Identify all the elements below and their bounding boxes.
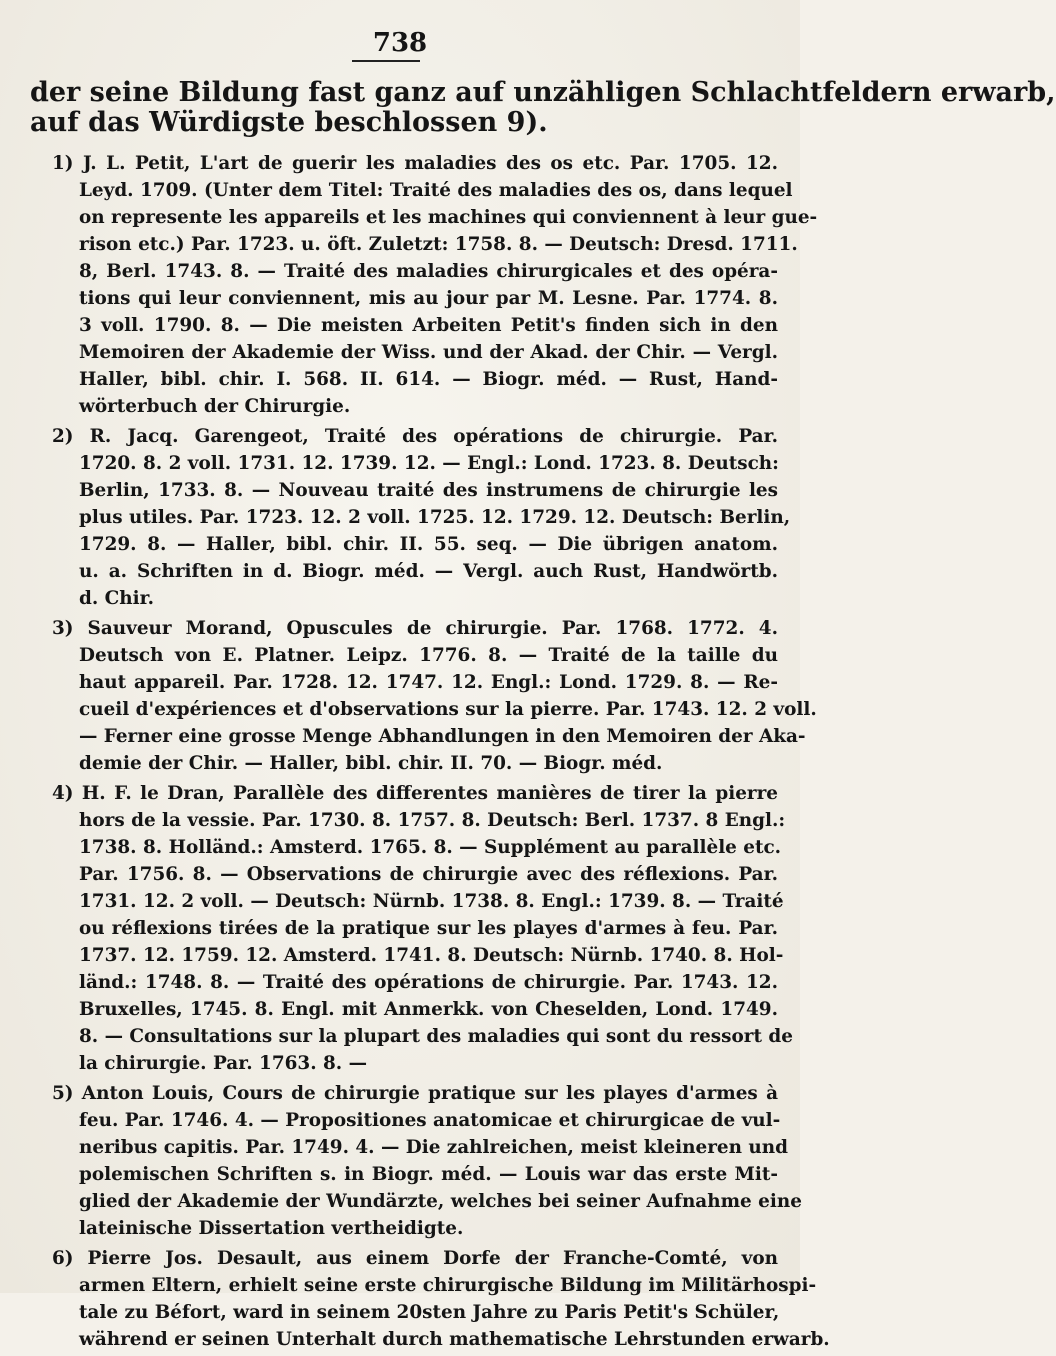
footnote-line: 3 voll. 1790. 8. — Die meisten Arbeiten Petit's finden sich in den	[79, 315, 778, 336]
footnote-line: lateinische Dissertation vertheidigte.	[79, 1218, 464, 1239]
footnote-line: Memoiren der Akademie der Wiss. und der Akad. der Chir. — Vergl.	[79, 342, 778, 363]
footnote-4	[30, 780, 793, 1077]
footnote-line: 3) Sauveur Morand, Opuscules de chirurgie. Par. 1768. 1772. 4.	[52, 618, 778, 639]
text-line: auf das Würdigste beschlossen 9).	[30, 107, 548, 138]
footnote-line: neribus capitis. Par. 1749. 4. — Die zahlreichen, meist kleineren und	[79, 1137, 788, 1158]
text-line: der seine Bildung fast ganz auf unzähligen Schlachtfeldern erwarb,	[30, 77, 1056, 108]
footnote-6	[30, 1245, 830, 1353]
footnote-line: la chirurgie. Par. 1763. 8. —	[79, 1053, 367, 1074]
footnote-line: 1738. 8. Holländ.: Amsterd. 1765. 8. — Supplément au parallèle etc.	[79, 837, 782, 858]
body-text	[30, 77, 1056, 138]
footnote-line: d. Chir.	[79, 588, 155, 609]
footnote-line: während er seinen Unterhalt durch mathematische Lehrstunden erwarb.	[79, 1329, 830, 1350]
footnote-line: glied der Akademie der Wundärzte, welches bei seiner Aufnahme eine	[79, 1191, 802, 1212]
footnote-line: cueil d'expériences et d'observations sur la pierre. Par. 1743. 12. 2 voll.	[79, 699, 817, 720]
footnote-line: 1737. 12. 1759. 12. Amsterd. 1741. 8. Deutsch: Nürnb. 1740. 8. Hol-	[79, 945, 784, 966]
footnote-line: 1) J. L. Petit, L'art de guerir les maladies des os etc. Par. 1705. 12.	[52, 153, 778, 174]
footnote-line: länd.: 1748. 8. — Traité des opérations de chirurgie. Par. 1743. 12.	[79, 972, 778, 993]
footnote-line: feu. Par. 1746. 4. — Propositiones anatomicae et chirurgicae de vul-	[79, 1110, 781, 1131]
footnote-line: 2) R. Jacq. Garengeot, Traité des opérations de chirurgie. Par.	[52, 426, 778, 447]
footnote-line: Bruxelles, 1745. 8. Engl. mit Anmerkk. von Cheselden, Lond. 1749.	[79, 999, 778, 1020]
footnote-line: tale zu Béfort, ward in seinem 20sten Jahre zu Paris Petit's Schüler,	[79, 1302, 780, 1323]
footnote-line: on represente les appareils et les machines qui conviennent à leur gue-	[79, 207, 818, 228]
footnotes	[30, 150, 830, 1356]
footnote-line: 8. — Consultations sur la plupart des maladies qui sont du ressort de	[79, 1026, 793, 1047]
page-number-rule	[352, 60, 420, 62]
footnote-line: — Ferner eine grosse Menge Abhandlungen in den Memoiren der Aka-	[79, 726, 806, 747]
footnote-line: Par. 1756. 8. — Observations de chirurgie avec des réflexions. Par.	[79, 864, 778, 885]
footnote-line: 1720. 8. 2 voll. 1731. 12. 1739. 12. — Engl.: Lond. 1723. 8. Deutsch:	[79, 453, 779, 474]
footnote-line: Berlin, 1733. 8. — Nouveau traité des instrumens de chirurgie les	[79, 480, 778, 501]
footnote-line: plus utiles. Par. 1723. 12. 2 voll. 1725. 12. 1729. 12. Deutsch: Berlin,	[79, 507, 791, 528]
footnote-line: haut appareil. Par. 1728. 12. 1747. 12. Engl.: Lond. 1729. 8. — Re-	[79, 672, 778, 693]
footnote-line: polemischen Schriften s. in Biogr. méd. — Louis war das erste Mit-	[79, 1164, 778, 1185]
page-number: 738	[372, 28, 428, 58]
footnote-3	[30, 615, 817, 777]
footnote-line: Leyd. 1709. (Unter dem Titel: Traité des maladies des os, dans lequel	[79, 180, 793, 201]
footnote-line: rison etc.) Par. 1723. u. öft. Zuletzt: 1758. 8. — Deutsch: Dresd. 1711.	[79, 234, 798, 255]
footnote-line: 6) Pierre Jos. Desault, aus einem Dorfe der Franche-Comté, von	[52, 1248, 778, 1269]
footnote-line: Deutsch von E. Platner. Leipz. 1776. 8. — Traité de la taille du	[79, 645, 778, 666]
footnote-2	[30, 423, 791, 612]
footnote-line: tions qui leur conviennent, mis au jour par M. Lesne. Par. 1774. 8.	[79, 288, 778, 309]
footnote-line: demie der Chir. — Haller, bibl. chir. II. 70. — Biogr. méd.	[79, 753, 663, 774]
footnote-line: armen Eltern, erhielt seine erste chirurgische Bildung im Militärhospi-	[79, 1275, 817, 1296]
footnote-line: u. a. Schriften in d. Biogr. méd. — Vergl. auch Rust, Handwörtb.	[79, 561, 778, 582]
footnote-line: ou réflexions tirées de la pratique sur les playes d'armes à feu. Par.	[79, 918, 778, 939]
footnote-line: wörterbuch der Chirurgie.	[79, 396, 351, 417]
footnote-line: 4) H. F. le Dran, Parallèle des differentes manières de tirer la pierre	[52, 783, 778, 804]
footnote-1	[30, 150, 818, 420]
footnote-line: 5) Anton Louis, Cours de chirurgie pratique sur les playes d'armes à	[52, 1083, 778, 1104]
footnote-line: 1731. 12. 2 voll. — Deutsch: Nürnb. 1738. 8. Engl.: 1739. 8. — Traité	[79, 891, 784, 912]
footnote-line: hors de la vessie. Par. 1730. 8. 1757. 8. Deutsch: Berl. 1737. 8 Engl.:	[79, 810, 786, 831]
footnote-5	[30, 1080, 802, 1242]
footnote-line: 1729. 8. — Haller, bibl. chir. II. 55. seq. — Die übrigen anatom.	[79, 534, 778, 555]
footnote-line: 8, Berl. 1743. 8. — Traité des maladies chirurgicales et des opéra-	[79, 261, 778, 282]
footnote-line: Haller, bibl. chir. I. 568. II. 614. — Biogr. méd. — Rust, Hand-	[79, 369, 778, 390]
